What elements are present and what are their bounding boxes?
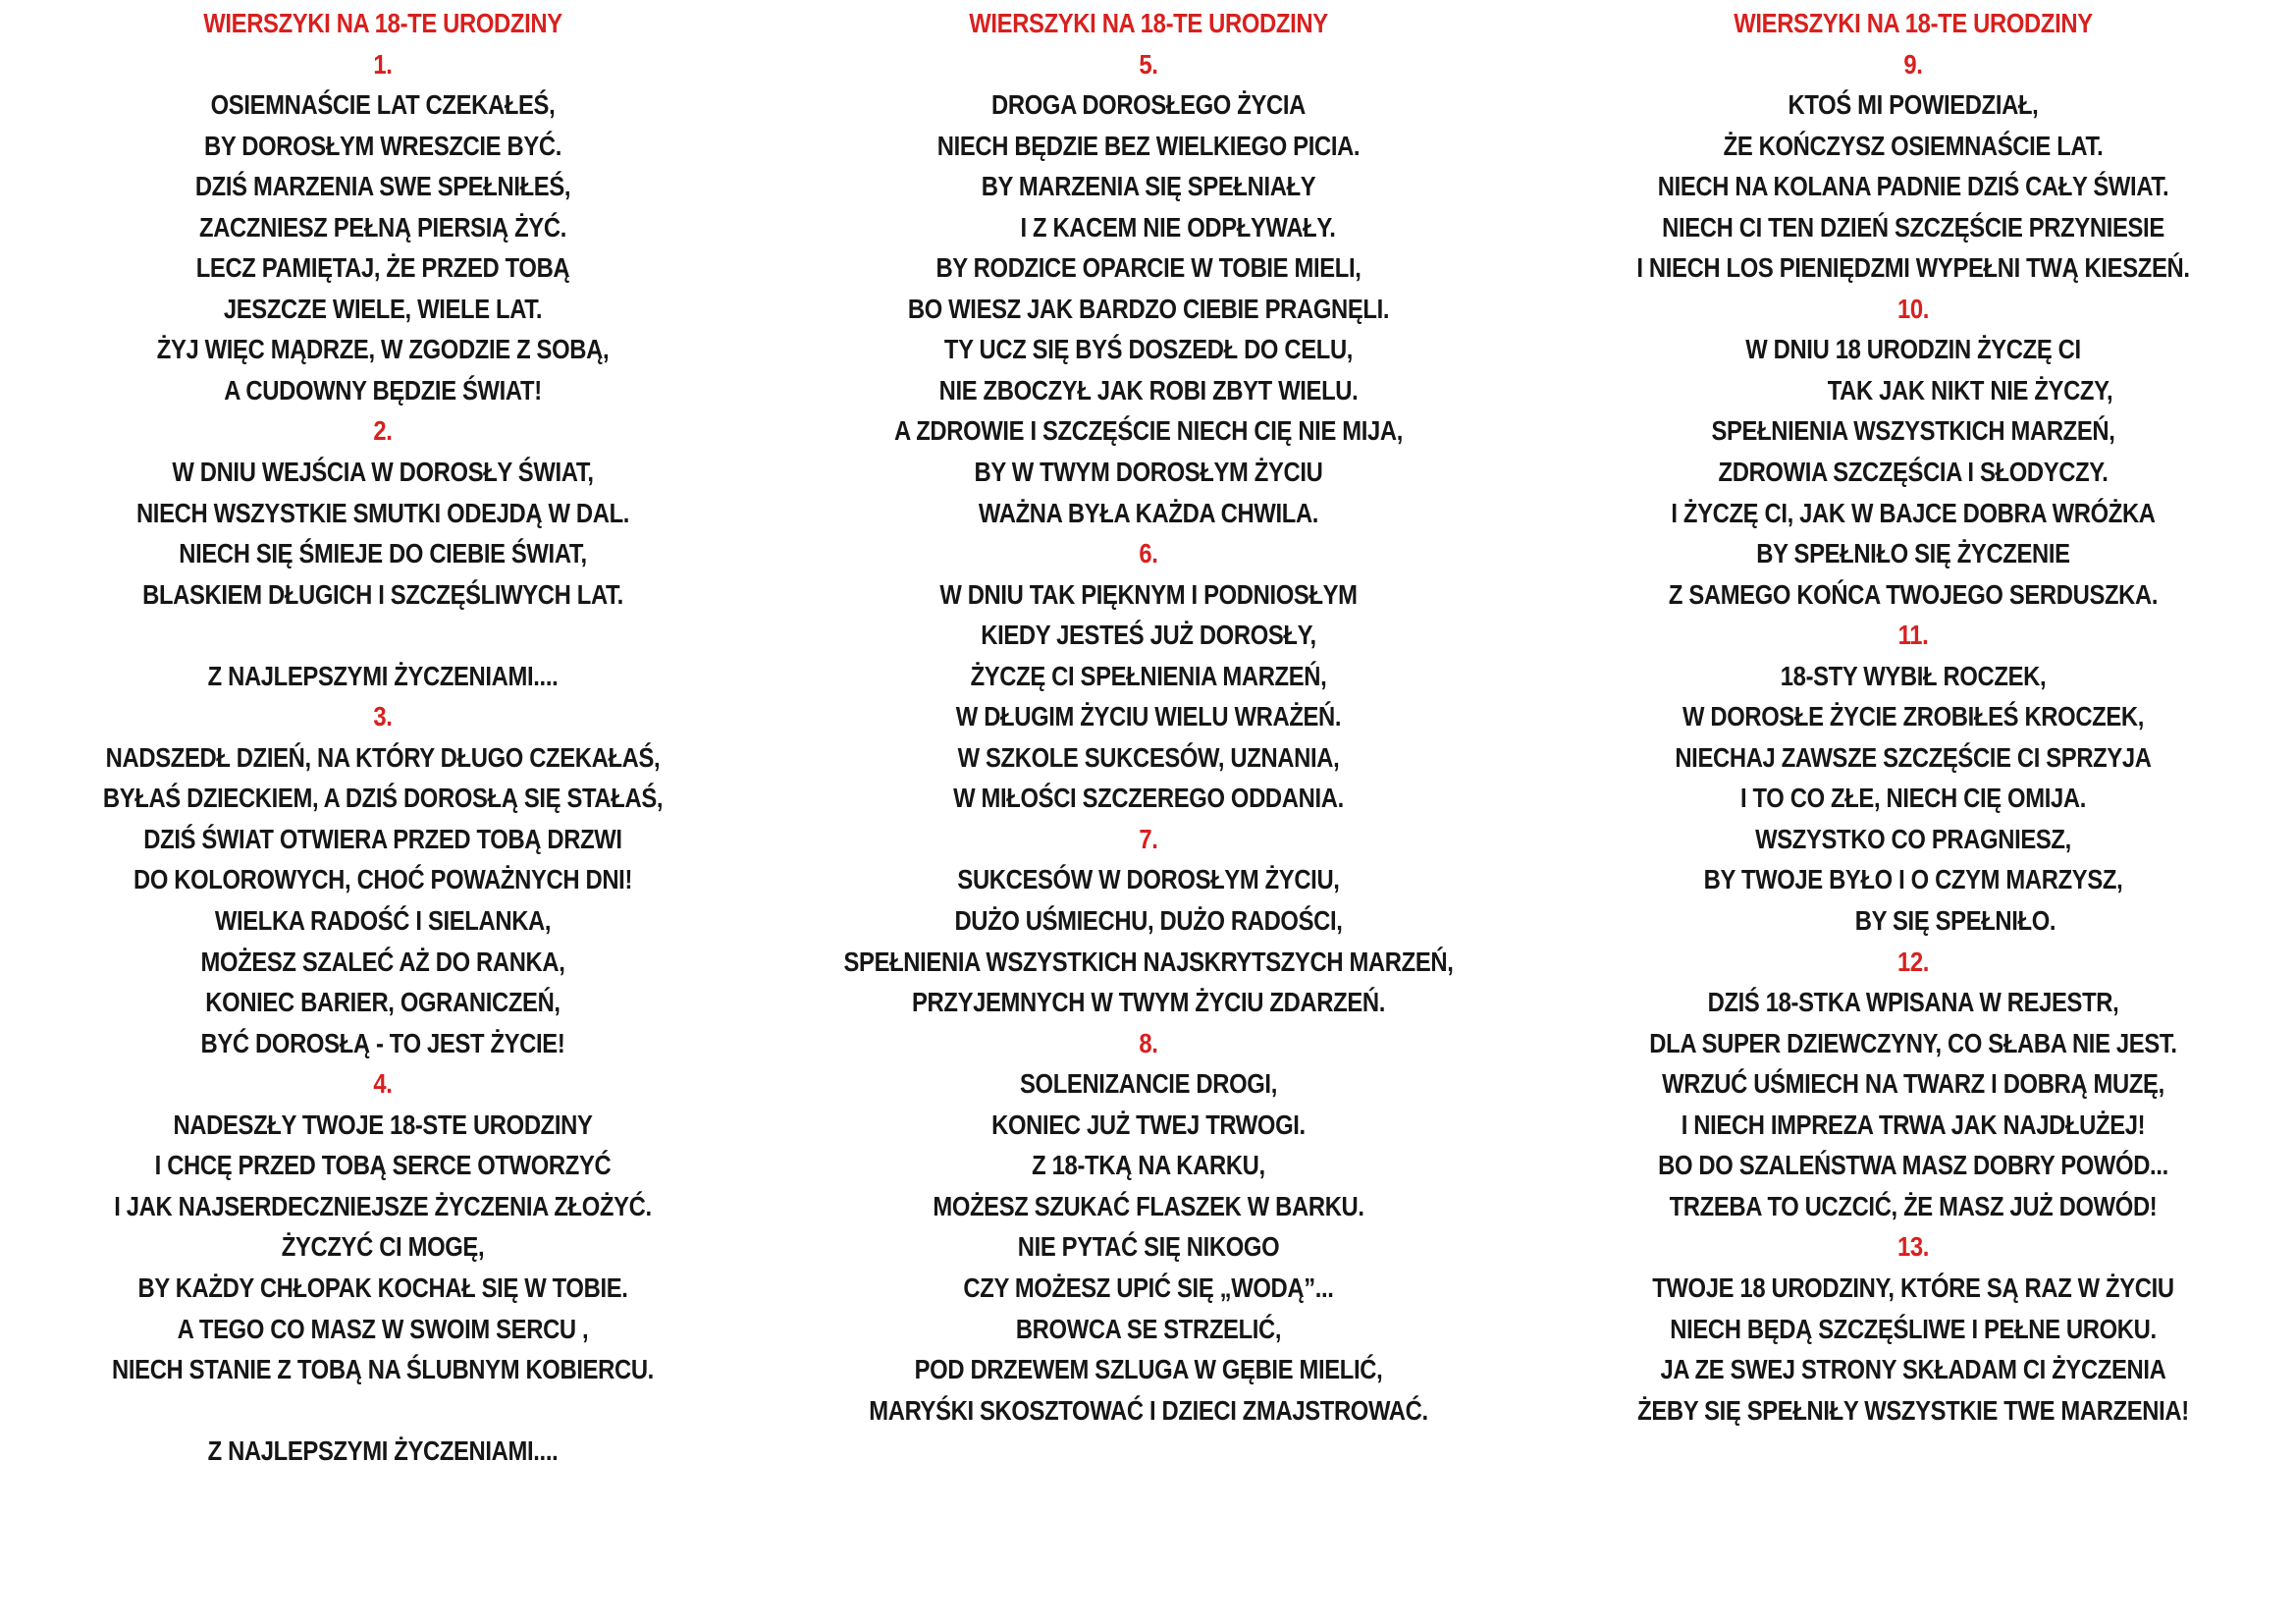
- poem-line: NIECH CI TEN DZIEŃ SZCZĘŚCIE PRZYNIESIE: [1662, 211, 2164, 243]
- poem-line: W DOROSŁE ŻYCIE ZROBIŁEŚ KROCZEK,: [1682, 701, 2145, 732]
- poem-line: NIECH BĘDZIE BEZ WIELKIEGO PICIA.: [936, 130, 1361, 161]
- poem-line: I NIECH IMPREZA TRWA JAK NAJDŁUŻEJ!: [1681, 1109, 2146, 1140]
- poem-line: I CHCĘ PRZED TOBĄ SERCE OTWORZYĆ: [154, 1150, 612, 1181]
- poem-line: BY KAŻDY CHŁOPAK KOCHAŁ SIĘ W TOBIE.: [137, 1272, 628, 1303]
- poem-line: DZIŚ 18-STKA WPISANA W REJESTR,: [1707, 987, 2119, 1018]
- poem-line: ZACZNIESZ PEŁNĄ PIERSIĄ ŻYĆ.: [199, 211, 566, 243]
- poem-line: NIE ZBOCZYŁ JAK ROBI ZBYT WIELU.: [938, 374, 1359, 406]
- poem-line: Z 18-TKĄ NA KARKU,: [1032, 1150, 1265, 1181]
- poem-number: 4.: [373, 1068, 393, 1100]
- poem-line: WSZYSTKO CO PRAGNIESZ,: [1755, 823, 2071, 854]
- blank-line: [58, 1390, 709, 1432]
- poem-line: SPEŁNIENIA WSZYSTKICH MARZEŃ,: [1711, 415, 2115, 447]
- poem-line: WRZUĆ UŚMIECH NA TWARZ I DOBRĄ MUZĘ,: [1662, 1068, 2164, 1100]
- column-header: WIERSZYKI NA 18-TE URODZINY: [1734, 8, 2093, 38]
- poem-line: LECZ PAMIĘTAJ, ŻE PRZED TOBĄ: [195, 252, 570, 284]
- poem-line: A CUDOWNY BĘDZIE ŚWIAT!: [224, 374, 542, 406]
- poem-line: Z SAMEGO KOŃCA TWOJEGO SERDUSZKA.: [1668, 578, 2159, 610]
- poem-number: 2.: [373, 415, 393, 447]
- poem-line: BY DOROSŁYM WRESZCIE BYĆ.: [204, 130, 561, 161]
- poem-line: W DŁUGIM ŻYCIU WIELU WRAŻEŃ.: [955, 701, 1342, 732]
- poem-line: DO KOLOROWYCH, CHOĆ POWAŻNYCH DNI!: [133, 864, 633, 895]
- poem-line: NIECH NA KOLANA PADNIE DZIŚ CAŁY ŚWIAT.: [1657, 171, 2169, 202]
- poem-line: TRZEBA TO UCZCIĆ, ŻE MASZ JUŻ DOWÓD!: [1669, 1190, 2158, 1221]
- poem-line: MARYŚKI SKOSZTOWAĆ I DZIECI ZMAJSTROWAĆ.: [869, 1394, 1428, 1426]
- poems-column-2: [766, 3, 1531, 1431]
- poem-number: 10.: [1896, 293, 1930, 324]
- poem-line: ŻE KOŃCZYSZ OSIEMNAŚCIE LAT.: [1723, 130, 2104, 161]
- poem-line: NIECH SIĘ ŚMIEJE DO CIEBIE ŚWIAT,: [179, 538, 587, 569]
- poem-line: OSIEMNAŚCIE LAT CZEKAŁEŚ,: [210, 89, 556, 121]
- poem-line: MOŻESZ SZALEĆ AŻ DO RANKA,: [200, 946, 565, 977]
- poem-line: BYĆ DOROSŁĄ - TO JEST ŻYCIE!: [200, 1027, 565, 1058]
- poem-line: NIE PYTAĆ SIĘ NIKOGO: [1017, 1231, 1280, 1263]
- poem-line: BY MARZENIA SIĘ SPEŁNIAŁY: [981, 171, 1316, 202]
- poem-line: DZIŚ ŚWIAT OTWIERA PRZED TOBĄ DRZWI: [143, 823, 622, 854]
- poem-line: BY SPEŁNIŁO SIĘ ŻYCZENIE: [1756, 538, 2070, 569]
- poem-line: KIEDY JESTEŚ JUŻ DOROSŁY,: [981, 620, 1316, 651]
- poem-line: WIELKA RADOŚĆ I SIELANKA,: [214, 905, 552, 937]
- poem-line: MOŻESZ SZUKAĆ FLASZEK W BARKU.: [933, 1190, 1364, 1221]
- poem-number: 12.: [1896, 946, 1930, 977]
- column-header: WIERSZYKI NA 18-TE URODZINY: [969, 8, 1328, 38]
- column-header: WIERSZYKI NA 18-TE URODZINY: [203, 8, 562, 38]
- poem-line: ŻYCZYĆ CI MOGĘ,: [281, 1231, 485, 1263]
- poem-line: KONIEC JUŻ TWEJ TRWOGI.: [991, 1109, 1306, 1140]
- poem-line: BY W TWYM DOROSŁYM ŻYCIU: [974, 457, 1323, 488]
- poem-line: A ZDROWIE I SZCZĘŚCIE NIECH CIĘ NIE MIJA,: [893, 415, 1404, 447]
- poem-line: BYŁAŚ DZIECKIEM, A DZIŚ DOROSŁĄ SIĘ STAŁAŚ,: [102, 783, 664, 814]
- poem-line: PRZYJEMNYCH W TWYM ŻYCIU ZDARZEŃ.: [912, 987, 1385, 1018]
- poem-line: ZDROWIA SZCZĘŚCIA I SŁODYCZY.: [1718, 457, 2109, 488]
- poem-line: I NIECH LOS PIENIĘDZMI WYPEŁNI TWĄ KIESZEŃ.: [1636, 252, 2190, 284]
- poem-line: TWOJE 18 URODZINY, KTÓRE SĄ RAZ W ŻYCIU: [1652, 1272, 2174, 1303]
- poems-column-1: [0, 3, 766, 1472]
- poem-line: BY RODZICE OPARCIE W TOBIE MIELI,: [935, 252, 1362, 284]
- poem-line: POD DRZEWEM SZLUGA W GĘBIE MIELIĆ,: [914, 1354, 1383, 1385]
- poem-line: CZY MOŻESZ UPIĆ SIĘ „WODĄ”...: [963, 1272, 1334, 1303]
- poem-line: I TO CO ZŁE, NIECH CIĘ OMIJA.: [1739, 783, 2087, 814]
- poem-line: NIECH STANIE Z TOBĄ NA ŚLUBNYM KOBIERCU.: [112, 1354, 654, 1385]
- poem-line: NIECHAJ ZAWSZE SZCZĘŚCIE CI SPRZYJA: [1675, 741, 2152, 773]
- poem-number: 7.: [1139, 823, 1158, 854]
- poem-line: NIECH BĘDĄ SZCZĘŚLIWE I PEŁNE UROKU.: [1670, 1313, 2157, 1344]
- poem-line: KTOŚ MI POWIEDZIAŁ,: [1788, 89, 2039, 121]
- poem-number: 9.: [1903, 48, 1923, 80]
- poem-line: BO WIESZ JAK BARDZO CIEBIE PRAGNĘLI.: [907, 293, 1390, 324]
- poem-number: 8.: [1139, 1027, 1158, 1058]
- poems-column-3: [1530, 3, 2296, 1431]
- poem-line: TY UCZ SIĘ BYŚ DOSZEDŁ DO CELU,: [943, 334, 1354, 365]
- poem-number: 13.: [1896, 1231, 1930, 1263]
- poem-number: 1.: [373, 48, 393, 80]
- poem-line: 18-STY WYBIŁ ROCZEK,: [1780, 660, 2047, 691]
- poem-line: I JAK NAJSERDECZNIEJSZE ŻYCZENIA ZŁOŻYĆ.: [114, 1190, 652, 1221]
- poem-line: NIECH WSZYSTKIE SMUTKI ODEJDĄ W DAL.: [135, 497, 630, 528]
- poem-line: DLA SUPER DZIEWCZYNY, CO SŁABA NIE JEST.: [1649, 1027, 2177, 1058]
- poem-line: SUKCESÓW W DOROSŁYM ŻYCIU,: [957, 864, 1340, 895]
- poem-line: NADSZEDŁ DZIEŃ, NA KTÓRY DŁUGO CZEKAŁAŚ,: [105, 741, 661, 773]
- poem-line: BO DO SZALEŃSTWA MASZ DOBRY POWÓD...: [1658, 1150, 2168, 1181]
- poem-line: W DNIU WEJŚCIA W DOROSŁY ŚWIAT,: [172, 457, 594, 488]
- poem-line: JESZCZE WIELE, WIELE LAT.: [223, 293, 543, 324]
- poem-line: W DNIU TAK PIĘKNYM I PODNIOSŁYM: [939, 578, 1358, 610]
- poem-line: BROWCA SE STRZELIĆ,: [1015, 1313, 1282, 1344]
- poem-line: Z NAJLEPSZYMI ŻYCZENIAMI....: [207, 660, 559, 691]
- poem-number: 5.: [1139, 48, 1158, 80]
- poem-number: 3.: [373, 701, 393, 732]
- poem-line: BY SIĘ SPEŁNIŁO.: [1854, 905, 2056, 937]
- poem-line: W MIŁOŚCI SZCZEREGO ODDANIA.: [953, 783, 1344, 814]
- poem-line: BLASKIEM DŁUGICH I SZCZĘŚLIWYCH LAT.: [142, 578, 623, 610]
- poem-line: A TEGO CO MASZ W SWOIM SERCU ,: [177, 1313, 589, 1344]
- poem-line: Z NAJLEPSZYMI ŻYCZENIAMI....: [207, 1435, 559, 1467]
- poem-line: NADESZŁY TWOJE 18-STE URODZINY: [173, 1109, 593, 1140]
- poem-line: I Z KACEM NIE ODPŁYWAŁY.: [1020, 211, 1336, 243]
- poem-line: DZIŚ MARZENIA SWE SPEŁNIŁEŚ,: [194, 171, 571, 202]
- poem-line: SOLENIZANCIE DROGI,: [1020, 1068, 1277, 1100]
- poem-line: JA ZE SWEJ STRONY SKŁADAM CI ŻYCZENIA: [1660, 1354, 2166, 1385]
- poem-line: SPEŁNIENIA WSZYSTKICH NAJSKRYTSZYCH MARZEŃ,: [843, 946, 1454, 977]
- poem-line: WAŻNA BYŁA KAŻDA CHWILA.: [978, 497, 1319, 528]
- poem-line: ŻYCZĘ CI SPEŁNIENIA MARZEŃ,: [970, 660, 1327, 691]
- poem-line: W SZKOLE SUKCESÓW, UZNANIA,: [957, 741, 1340, 773]
- poem-line: I ŻYCZĘ CI, JAK W BAJCE DOBRA WRÓŻKA: [1671, 497, 2156, 528]
- poem-line: TAK JAK NIKT NIE ŻYCZY,: [1827, 374, 2113, 406]
- poem-line: DROGA DOROSŁEGO ŻYCIA: [991, 89, 1306, 121]
- poem-line: DUŻO UŚMIECHU, DUŻO RADOŚCI,: [954, 905, 1343, 937]
- poem-line: ŻEBY SIĘ SPEŁNIŁY WSZYSTKIE TWE MARZENIA!: [1637, 1394, 2189, 1426]
- poem-line: KONIEC BARIER, OGRANICZEŃ,: [205, 987, 561, 1018]
- poem-line: ŻYJ WIĘC MĄDRZE, W ZGODZIE Z SOBĄ,: [156, 334, 610, 365]
- blank-line: [58, 615, 709, 656]
- poem-number: 6.: [1139, 538, 1158, 569]
- poem-number: 11.: [1897, 620, 1929, 651]
- poem-line: W DNIU 18 URODZIN ŻYCZĘ CI: [1745, 334, 2081, 365]
- poem-line: BY TWOJE BYŁO I O CZYM MARZYSZ,: [1703, 864, 2123, 895]
